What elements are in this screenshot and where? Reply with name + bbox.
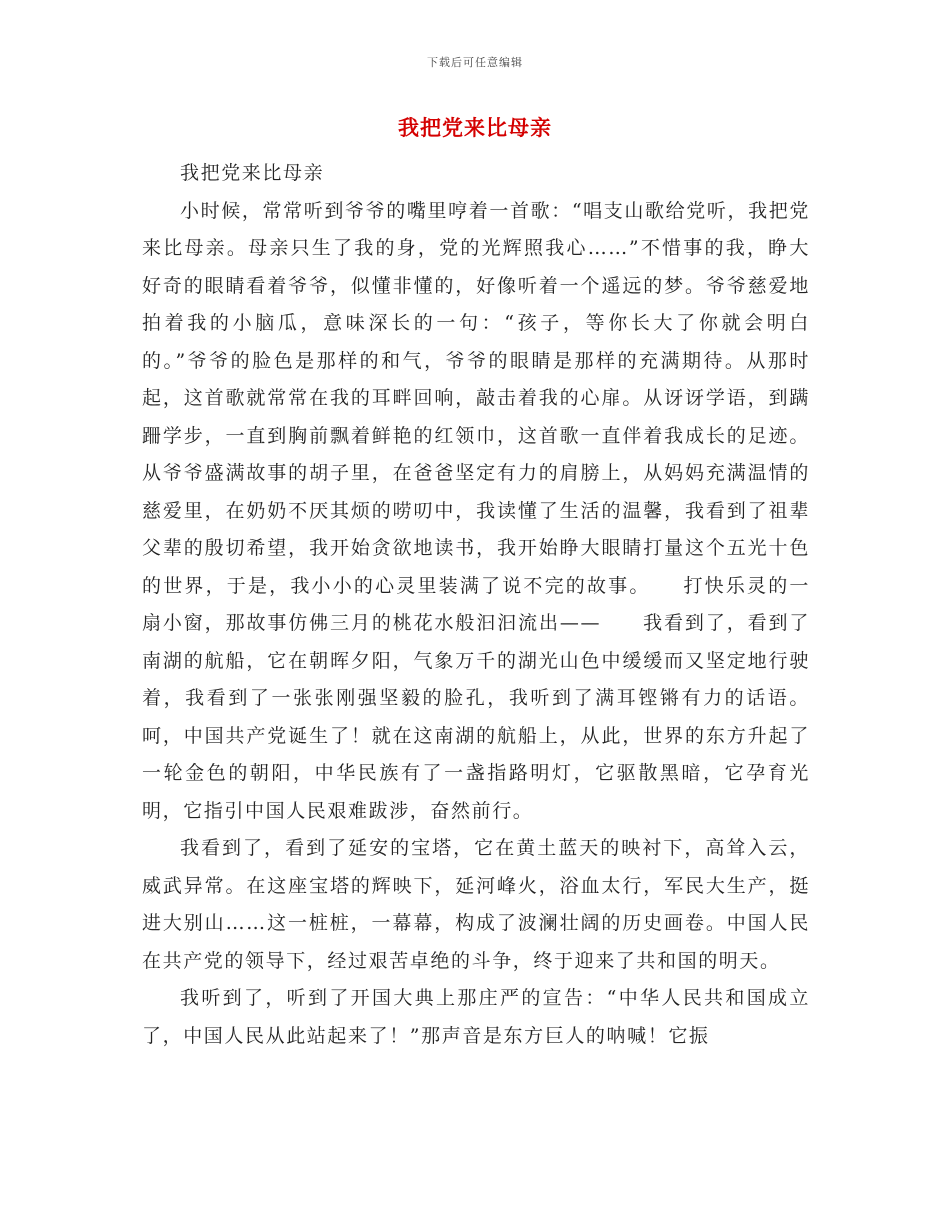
- paragraph: 我把党来比母亲: [180, 162, 325, 184]
- paragraph: 我听到了，听到了开国大典上那庄严的宣告：“中华人民共和国成立了，中国人民从此站起来了！”那声音是东方巨人的呐喊！它振: [142, 987, 810, 1047]
- document-title: 我把党来比母亲: [398, 115, 552, 140]
- document-body: [142, 155, 810, 1055]
- paragraph: 小时候，常常听到爷爷的嘴里哼着一首歌：“唱支山歌给党听，我把党来比母亲。母亲只生了我的身，党的光辉照我心……”不惜事的我，睁大好奇的眼睛看着爷爷，似懂非懂的，好像听着一个遥远的梦。爷爷慈爱地拍着我的小脑瓜，意味深长的一句：“孩子，等你长大了你就会明白的。”爷爷的脸色是那样的和气，爷爷的眼睛是那样的充满期待。从那时起，这首歌就常常在我的耳畔回响，敲击着我的心扉。从讶讶学语，到蹒跚学步，一直到胸前飘着鲜艳的红领巾，这首歌一直伴着我成长的足迹。从爷爷盛满故事的胡子里，在爸爸坚定有力的肩膀上，从妈妈充满温情的慈爱里，在奶奶不厌其烦的唠叨中，我读懂了生活的温馨，我看到了祖辈父辈的殷切希望，我开始贪欲地读书，我开始睁大眼睛打量这个五光十色的世界，于是，我小小的心灵里装满了说不完的故事。 打快乐灵的一扇小窗，那故事仿佛三月的桃花水般汩汩流出—— 我看到了，看到了南湖的航船，它在朝晖夕阳，气象万千的湖光山色中缓缓而又坚定地行驶着，我看到了一张张刚强坚毅的脸孔，我听到了满耳铿锵有力的话语。呵，中国共产党诞生了！就在这南湖的航船上，从此，世界的东方升起了一轮金色的朝阳，中华民族有了一盏指路明灯，它驱散黑暗，它孕育光明，它指引中国人民艰难跋涉，奋然前行。: [142, 199, 810, 822]
- paragraph: 我看到了，看到了延安的宝塔，它在黄土蓝天的映衬下，高耸入云，威武异常。在这座宝塔的辉映下，延河峰火，浴血太行，军民大生产，挺进大别山……这一桩桩，一幕幕，构成了波澜壮阔的历史画卷。中国人民在共产党的领导下，经过艰苦卓绝的斗争，终于迎来了共和国的明天。: [142, 837, 810, 972]
- header-note: 下载后可任意编辑: [427, 56, 523, 69]
